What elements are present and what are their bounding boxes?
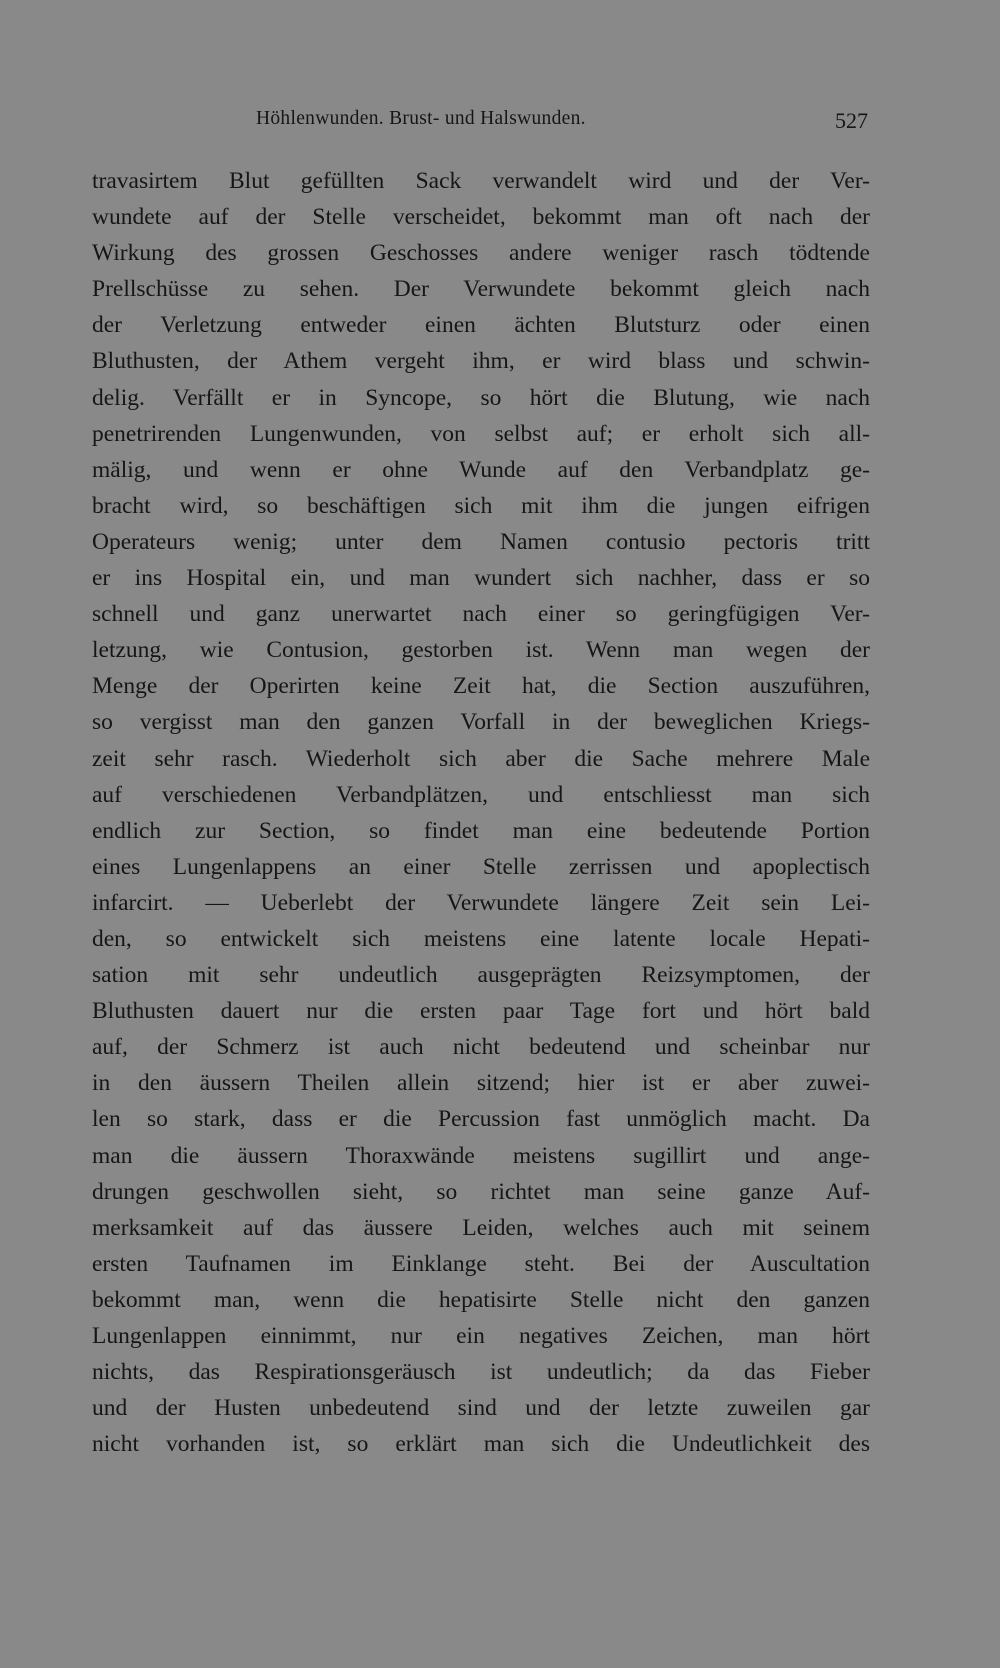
- text-line: nichts, das Respirationsgeräusch ist undeutlich; da das Fieber: [92, 1359, 870, 1386]
- text-line: ersten Taufnamen im Einklange steht. Bei der Auscultation: [92, 1250, 870, 1277]
- text-line: so vergisst man den ganzen Vorfall in der beweglichen Kriegs-: [92, 709, 870, 736]
- text-line: endlich zur Section, so findet man eine bedeutende Portion: [92, 817, 870, 844]
- text-line: auf verschiedenen Verbandplätzen, und entschliesst man sich: [92, 781, 870, 808]
- text-line: er ins Hospital ein, und man wundert sich nachher, dass er so: [92, 565, 870, 592]
- text-line: Lungenlappen einnimmt, nur ein negatives Zeichen, man hört: [92, 1323, 870, 1349]
- text-line: travasirtem Blut gefüllten Sack verwandelt wird und der Ver-: [92, 168, 870, 194]
- text-line: merksamkeit auf das äussere Leiden, welches auch mit seinem: [92, 1214, 870, 1241]
- text-line: Prellschüsse zu sehen. Der Verwundete bekommt gleich nach: [92, 276, 870, 303]
- text-line: letzung, wie Contusion, gestorben ist. Wenn man wegen der: [92, 637, 870, 664]
- text-line: auf, der Schmerz ist auch nicht bedeutend und scheinbar nur: [92, 1034, 870, 1061]
- text-line: in den äussern Theilen allein sitzend; hier ist er aber zuwei-: [92, 1070, 870, 1097]
- text-line: eines Lungenlappens an einer Stelle zerrissen und apoplectisch: [92, 853, 870, 880]
- text-line: den, so entwickelt sich meistens eine latente locale Hepati-: [92, 925, 870, 952]
- text-line: wundete auf der Stelle verscheidet, bekommt man oft nach der: [92, 204, 870, 231]
- running-title: Höhlenwunden. Brust- und Halswunden.: [256, 108, 586, 129]
- text-line: schnell und ganz unerwartet nach einer so geringfügigen Ver-: [92, 601, 870, 628]
- text-line: Bluthusten, der Athem vergeht ihm, er wird blass und schwin-: [92, 348, 870, 375]
- text-line: Menge der Operirten keine Zeit hat, die Section auszuführen,: [92, 673, 870, 700]
- text-line: der Verletzung entweder einen ächten Blutsturz oder einen: [92, 312, 870, 339]
- text-line: nicht vorhanden ist, so erklärt man sich die Undeutlichkeit des: [92, 1431, 870, 1458]
- text-line: mälig, und wenn er ohne Wunde auf den Verbandplatz ge-: [92, 456, 870, 483]
- text-line: man die äussern Thoraxwände meistens sugillirt und ange-: [92, 1142, 870, 1169]
- text-line: delig. Verfällt er in Syncope, so hört die Blutung, wie nach: [92, 384, 870, 411]
- text-line: bracht wird, so beschäftigen sich mit ihm die jungen eifrigen: [92, 492, 870, 519]
- text-line: Operateurs wenig; unter dem Namen contusio pectoris tritt: [92, 528, 870, 555]
- text-line: Wirkung des grossen Geschosses andere weniger rasch tödtende: [92, 240, 870, 267]
- text-line: sation mit sehr undeutlich ausgeprägten Reizsymptomen, der: [92, 962, 870, 989]
- text-line: zeit sehr rasch. Wiederholt sich aber die Sache mehrere Male: [92, 745, 870, 772]
- text-line: bekommt man, wenn die hepatisirte Stelle nicht den ganzen: [92, 1286, 870, 1313]
- running-header: [88, 108, 868, 142]
- text-line: len so stark, dass er die Percussion fast unmöglich macht. Da: [92, 1106, 870, 1133]
- text-line: infarcirt. — Ueberlebt der Verwundete längere Zeit sein Lei-: [92, 889, 870, 916]
- text-line: penetrirenden Lungenwunden, von selbst auf; er erholt sich all-: [92, 420, 870, 447]
- text-line: Bluthusten dauert nur die ersten paar Tage fort und hört bald: [92, 998, 870, 1025]
- text-line: und der Husten unbedeutend sind und der letzte zuweilen gar: [92, 1395, 870, 1422]
- body-text: [92, 163, 870, 1462]
- page-number: 527: [835, 108, 868, 133]
- text-line: drungen geschwollen sieht, so richtet man seine ganze Auf-: [92, 1178, 870, 1205]
